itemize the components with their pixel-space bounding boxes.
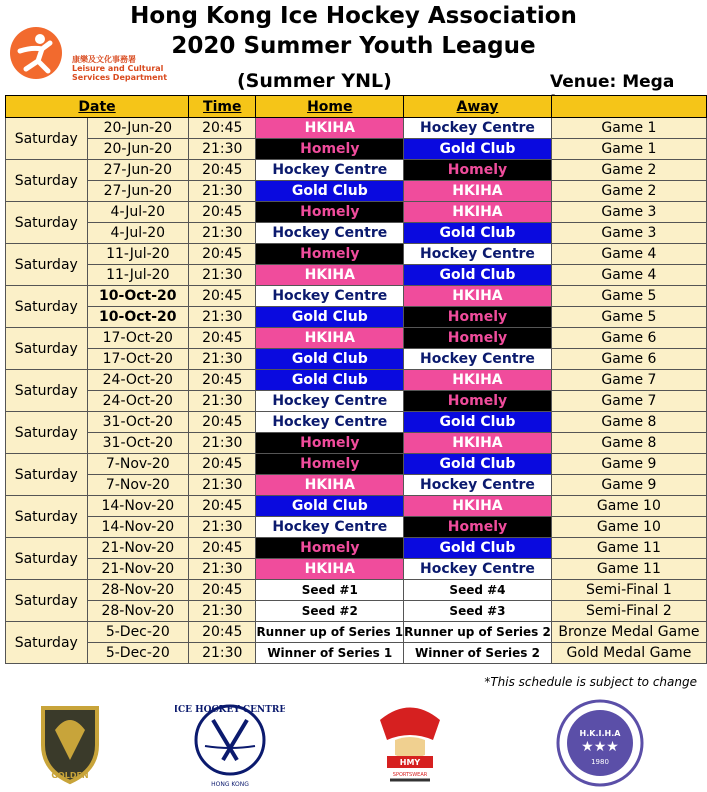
game-cell: Game 8 <box>551 412 706 433</box>
col-header-date: Date <box>6 96 189 118</box>
time-cell: 20:45 <box>189 412 256 433</box>
hockey-centre-emblem-icon <box>175 698 285 788</box>
time-cell: 21:30 <box>189 139 256 160</box>
game-cell: Game 3 <box>551 223 706 244</box>
time-cell: 20:45 <box>189 160 256 181</box>
game-cell: Game 2 <box>551 181 706 202</box>
table-row <box>6 559 707 580</box>
homely-logo-sub: SPORTSWEAR <box>392 772 428 778</box>
schedule-table <box>5 95 707 664</box>
away-team-cell: Homely <box>404 328 552 349</box>
table-row <box>6 286 707 307</box>
time-cell: 21:30 <box>189 307 256 328</box>
away-team-cell: Hockey Centre <box>404 244 552 265</box>
day-cell: Saturday <box>6 244 88 286</box>
game-cell: Game 1 <box>551 139 706 160</box>
away-team-cell: Hockey Centre <box>404 559 552 580</box>
home-team-cell: HKIHA <box>256 328 404 349</box>
home-team-cell: Hockey Centre <box>256 160 404 181</box>
home-team-cell: Gold Club <box>256 307 404 328</box>
table-row <box>6 643 707 664</box>
date-cell: 5-Dec-20 <box>87 643 189 664</box>
time-cell: 20:45 <box>189 328 256 349</box>
game-cell: Game 3 <box>551 202 706 223</box>
table-row <box>6 118 707 139</box>
date-cell: 27-Jun-20 <box>87 160 189 181</box>
hkiha-logo-year: 1980 <box>591 758 609 766</box>
game-cell: Semi-Final 1 <box>551 580 706 601</box>
date-cell: 4-Jul-20 <box>87 223 189 244</box>
game-cell: Game 1 <box>551 118 706 139</box>
home-team-cell: Hockey Centre <box>256 286 404 307</box>
table-row <box>6 622 707 643</box>
hkiha-logo <box>555 698 645 792</box>
lcsd-chinese: 康樂及文化事務署 <box>72 55 136 64</box>
date-cell: 24-Oct-20 <box>87 370 189 391</box>
away-team-cell: Hockey Centre <box>404 118 552 139</box>
away-team-cell: Hockey Centre <box>404 349 552 370</box>
home-team-cell: Winner of Series 1 <box>256 643 404 664</box>
table-row <box>6 412 707 433</box>
col-header-time: Time <box>189 96 256 118</box>
home-team-cell: Runner up of Series 1 <box>256 622 404 643</box>
date-cell: 4-Jul-20 <box>87 202 189 223</box>
home-team-cell: Seed #1 <box>256 580 404 601</box>
away-team-cell: Seed #4 <box>404 580 552 601</box>
away-team-cell: Homely <box>404 307 552 328</box>
table-row <box>6 160 707 181</box>
day-cell: Saturday <box>6 286 88 328</box>
away-team-cell: Runner up of Series 2 <box>404 622 552 643</box>
title-line1: Hong Kong Ice Hockey Association <box>130 3 577 29</box>
day-cell: Saturday <box>6 328 88 370</box>
home-team-cell: HKIHA <box>256 265 404 286</box>
table-row <box>6 538 707 559</box>
home-team-cell: Hockey Centre <box>256 223 404 244</box>
away-team-cell: Homely <box>404 160 552 181</box>
time-cell: 21:30 <box>189 265 256 286</box>
day-cell: Saturday <box>6 538 88 580</box>
table-row <box>6 139 707 160</box>
home-team-cell: Gold Club <box>256 181 404 202</box>
home-team-cell: Homely <box>256 139 404 160</box>
game-cell: Game 4 <box>551 265 706 286</box>
venue: Venue: Mega <box>550 72 675 92</box>
date-cell: 20-Jun-20 <box>87 118 189 139</box>
game-cell: Game 11 <box>551 538 706 559</box>
game-cell: Game 6 <box>551 349 706 370</box>
date-cell: 31-Oct-20 <box>87 412 189 433</box>
time-cell: 20:45 <box>189 496 256 517</box>
away-team-cell: Gold Club <box>404 265 552 286</box>
date-cell: 21-Nov-20 <box>87 559 189 580</box>
gold-club-logo <box>35 700 105 789</box>
lcsd-english-2: Services Department <box>72 73 168 82</box>
gold-club-crest-icon <box>35 700 105 785</box>
time-cell: 21:30 <box>189 181 256 202</box>
time-cell: 20:45 <box>189 538 256 559</box>
time-cell: 21:30 <box>189 559 256 580</box>
time-cell: 21:30 <box>189 433 256 454</box>
away-team-cell: Gold Club <box>404 412 552 433</box>
gold-club-logo-text: GOLDEN <box>51 771 89 780</box>
away-team-cell: Homely <box>404 517 552 538</box>
away-team-cell: Hockey Centre <box>404 475 552 496</box>
date-cell: 17-Oct-20 <box>87 349 189 370</box>
time-cell: 20:45 <box>189 370 256 391</box>
date-cell: 27-Jun-20 <box>87 181 189 202</box>
home-team-cell: Hockey Centre <box>256 412 404 433</box>
day-cell: Saturday <box>6 496 88 538</box>
home-team-cell: Hockey Centre <box>256 517 404 538</box>
home-team-cell: Homely <box>256 433 404 454</box>
game-cell: Game 9 <box>551 454 706 475</box>
date-cell: 14-Nov-20 <box>87 517 189 538</box>
date-cell: 11-Jul-20 <box>87 265 189 286</box>
home-team-cell: Homely <box>256 538 404 559</box>
away-team-cell: HKIHA <box>404 202 552 223</box>
day-cell: Saturday <box>6 622 88 664</box>
game-cell: Game 8 <box>551 433 706 454</box>
game-cell: Game 9 <box>551 475 706 496</box>
home-team-cell: Homely <box>256 454 404 475</box>
date-cell: 5-Dec-20 <box>87 622 189 643</box>
table-row <box>6 433 707 454</box>
away-team-cell: Gold Club <box>404 223 552 244</box>
date-cell: 28-Nov-20 <box>87 601 189 622</box>
game-cell: Game 6 <box>551 328 706 349</box>
game-cell: Game 4 <box>551 244 706 265</box>
hockey-centre-logo-sub: HONG KONG <box>211 781 249 788</box>
game-cell: Game 10 <box>551 517 706 538</box>
homely-logo-text: HMY <box>399 758 421 767</box>
game-cell: Game 11 <box>551 559 706 580</box>
date-cell: 31-Oct-20 <box>87 433 189 454</box>
day-cell: Saturday <box>6 202 88 244</box>
date-cell: 10-Oct-20 <box>87 286 189 307</box>
game-cell: Game 2 <box>551 160 706 181</box>
home-team-cell: Gold Club <box>256 370 404 391</box>
hockey-centre-logo-text: ICE HOCKEY CENTRE <box>175 705 285 715</box>
lcsd-figure-icon <box>8 25 64 81</box>
time-cell: 21:30 <box>189 391 256 412</box>
home-team-cell: Hockey Centre <box>256 391 404 412</box>
col-header-home: Home <box>256 96 404 118</box>
time-cell: 21:30 <box>189 349 256 370</box>
time-cell: 21:30 <box>189 601 256 622</box>
away-team-cell: HKIHA <box>404 370 552 391</box>
hockey-centre-logo <box>175 698 285 792</box>
table-row <box>6 454 707 475</box>
date-cell: 14-Nov-20 <box>87 496 189 517</box>
schedule-note: *This schedule is subject to change <box>484 675 697 689</box>
away-team-cell: HKIHA <box>404 433 552 454</box>
away-team-cell: Gold Club <box>404 538 552 559</box>
home-team-cell: Seed #2 <box>256 601 404 622</box>
time-cell: 20:45 <box>189 622 256 643</box>
day-cell: Saturday <box>6 160 88 202</box>
table-row <box>6 370 707 391</box>
away-team-cell: Homely <box>404 391 552 412</box>
title-line2: 2020 Summer Youth League <box>171 33 536 59</box>
table-row <box>6 601 707 622</box>
table-row <box>6 349 707 370</box>
date-cell: 20-Jun-20 <box>87 139 189 160</box>
time-cell: 20:45 <box>189 202 256 223</box>
home-team-cell: Homely <box>256 202 404 223</box>
day-cell: Saturday <box>6 580 88 622</box>
game-cell: Bronze Medal Game <box>551 622 706 643</box>
time-cell: 20:45 <box>189 580 256 601</box>
svg-text:★★★: ★★★ <box>581 739 619 755</box>
day-cell: Saturday <box>6 370 88 412</box>
away-team-cell: HKIHA <box>404 286 552 307</box>
table-row <box>6 391 707 412</box>
day-cell: Saturday <box>6 118 88 160</box>
table-row <box>6 517 707 538</box>
time-cell: 20:45 <box>189 244 256 265</box>
table-row <box>6 496 707 517</box>
home-team-cell: Gold Club <box>256 349 404 370</box>
table-row <box>6 307 707 328</box>
hkiha-logo-text: H.K.I.H.A <box>579 729 621 738</box>
table-row <box>6 475 707 496</box>
away-team-cell: Seed #3 <box>404 601 552 622</box>
time-cell: 21:30 <box>189 643 256 664</box>
schedule-body <box>6 118 707 664</box>
date-cell: 7-Nov-20 <box>87 454 189 475</box>
homely-chief-icon <box>375 700 445 788</box>
time-cell: 20:45 <box>189 454 256 475</box>
date-cell: 21-Nov-20 <box>87 538 189 559</box>
day-cell: Saturday <box>6 412 88 454</box>
home-team-cell: HKIHA <box>256 559 404 580</box>
col-header-away: Away <box>404 96 552 118</box>
table-row <box>6 580 707 601</box>
col-header-game <box>551 96 706 118</box>
date-cell: 10-Oct-20 <box>87 307 189 328</box>
day-cell: Saturday <box>6 454 88 496</box>
time-cell: 20:45 <box>189 118 256 139</box>
subtitle: (Summer YNL) <box>237 70 392 92</box>
home-team-cell: HKIHA <box>256 475 404 496</box>
game-cell: Semi-Final 2 <box>551 601 706 622</box>
away-team-cell: HKIHA <box>404 496 552 517</box>
game-cell: Game 5 <box>551 307 706 328</box>
home-team-cell: HKIHA <box>256 118 404 139</box>
header-row <box>6 96 707 118</box>
away-team-cell: HKIHA <box>404 181 552 202</box>
table-row <box>6 244 707 265</box>
time-cell: 21:30 <box>189 223 256 244</box>
table-row <box>6 181 707 202</box>
game-cell: Game 7 <box>551 370 706 391</box>
time-cell: 21:30 <box>189 475 256 496</box>
table-row <box>6 202 707 223</box>
game-cell: Game 10 <box>551 496 706 517</box>
table-row <box>6 223 707 244</box>
home-team-cell: Homely <box>256 244 404 265</box>
date-cell: 11-Jul-20 <box>87 244 189 265</box>
away-team-cell: Gold Club <box>404 454 552 475</box>
date-cell: 28-Nov-20 <box>87 580 189 601</box>
away-team-cell: Winner of Series 2 <box>404 643 552 664</box>
away-team-cell: Gold Club <box>404 139 552 160</box>
lcsd-english-1: Leisure and Cultural <box>72 64 164 73</box>
game-cell: Game 5 <box>551 286 706 307</box>
date-cell: 7-Nov-20 <box>87 475 189 496</box>
date-cell: 17-Oct-20 <box>87 328 189 349</box>
date-cell: 24-Oct-20 <box>87 391 189 412</box>
home-team-cell: Gold Club <box>256 496 404 517</box>
time-cell: 20:45 <box>189 286 256 307</box>
lcsd-logo <box>8 25 168 83</box>
table-row <box>6 265 707 286</box>
homely-logo <box>375 700 445 792</box>
time-cell: 21:30 <box>189 517 256 538</box>
hkiha-seal-icon <box>555 698 645 788</box>
table-row <box>6 328 707 349</box>
game-cell: Game 7 <box>551 391 706 412</box>
game-cell: Gold Medal Game <box>551 643 706 664</box>
